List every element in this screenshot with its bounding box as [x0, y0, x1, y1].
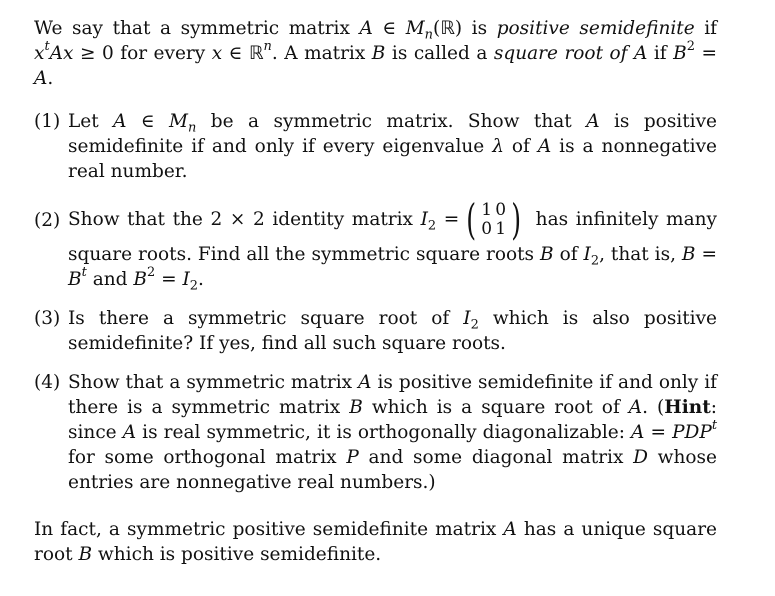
text: is positive semidefinite if and only if every eigenvalue: [68, 111, 717, 157]
text: for every: [113, 43, 212, 64]
text: is real symmetric, it is orthogonally diagonalizable:: [136, 422, 632, 443]
text: of: [503, 136, 538, 157]
text: is a nonnegative real number.: [68, 136, 717, 182]
text: whose entries are nonnegative real numbers.): [68, 447, 717, 493]
text: has a unique square root: [34, 519, 717, 565]
matrix-entry: 0: [495, 200, 507, 220]
text: Is there a symmetric square root of: [68, 308, 464, 329]
term-square-root: square root of A: [493, 43, 648, 64]
text: : since: [68, 397, 717, 443]
text: , that is,: [599, 244, 682, 265]
text: .: [198, 269, 204, 290]
text: Show that the 2 × 2 identity matrix: [68, 209, 421, 230]
exercise-item-2: (2) Show that the 2 × 2 identity matrix $I_2$ = ( 1 0 0 1 ) has infinitely many square roots. Find all the symmetric square roots B of $I_2$, that is, $B = B^t$ and $B^2 = I_2$.: [34, 195, 717, 294]
text: of: [553, 244, 584, 265]
text: if: [694, 18, 717, 39]
text: .: [47, 68, 54, 89]
closing-paragraph: In fact, a symmetric positive semidefinite matrix A has a unique square root B which is positive semidefinite.: [34, 519, 717, 565]
text: which is also positive semidefinite? If yes, find all such square roots.: [68, 308, 717, 354]
text: . (: [642, 397, 665, 418]
text: which is positive semidefinite.: [92, 544, 382, 565]
hint-label: Hint: [664, 397, 711, 418]
text: and: [86, 269, 134, 290]
matrix-entry: 0: [481, 219, 493, 239]
exercise-list: [34, 109, 717, 495]
text: has infinitely many square roots. Find all the symmetric square roots: [68, 209, 717, 265]
text: is called a: [385, 43, 494, 64]
text: which is a square root of: [362, 397, 629, 418]
term-positive-semidefinite: positive semidefinite: [496, 18, 695, 39]
text: if: [647, 43, 674, 64]
text: for some orthogonal matrix: [68, 447, 347, 468]
text: be a symmetric matrix. Show that: [196, 111, 587, 132]
identity-matrix: ( 1 0 0 1 ): [466, 195, 521, 244]
item-number: (2): [34, 210, 61, 231]
text: is: [462, 18, 497, 39]
matrix-entry: 1: [495, 219, 507, 239]
text: In fact, a symmetric positive semidefinite matrix: [34, 519, 504, 540]
exercise-item-1: (1) Let A ∈ $M_n$ be a symmetric matrix. Show that A is positive semidefinite if and only if every eigenvalue λ of A is a nonnegative real number.: [34, 111, 717, 182]
text: is positive semidefinite if and only if there is a symmetric matrix: [68, 372, 718, 418]
text: We say that a symmetric matrix: [34, 18, 360, 39]
text: and some diagonal matrix: [358, 447, 634, 468]
text: . A matrix: [271, 43, 372, 64]
item-number: (4): [34, 372, 61, 393]
text: Let: [68, 111, 114, 132]
exercise-item-3: (3) Is there a symmetric square root of $I_2$ which is also positive semidefinite? If yes, find all such square roots.: [34, 308, 717, 354]
exercise-item-4: (4) Show that a symmetric matrix A is positive semidefinite if and only if there is a symmetric matrix B which is a square root of A. (Hint: since A is real symmetric, it is orthogonally diagonalizable: $A = PDP^t$ for some orthogonal matrix P and some diagonal matrix D whose entries are nonnegative real numbers.): [34, 372, 718, 493]
text: Show that a symmetric matrix: [68, 372, 359, 393]
matrix-entry: 1: [481, 200, 493, 220]
item-number: (3): [34, 308, 61, 329]
item-number: (1): [34, 111, 61, 132]
intro-paragraph: We say that a symmetric matrix A ∈ $M_n(ℝ)$ is positive semidefinite if $x^tAx \ge 0$ for every x ∈ ℝ$^n$. A matrix B is called a square root of A if $B^2 = A$.: [34, 18, 717, 89]
